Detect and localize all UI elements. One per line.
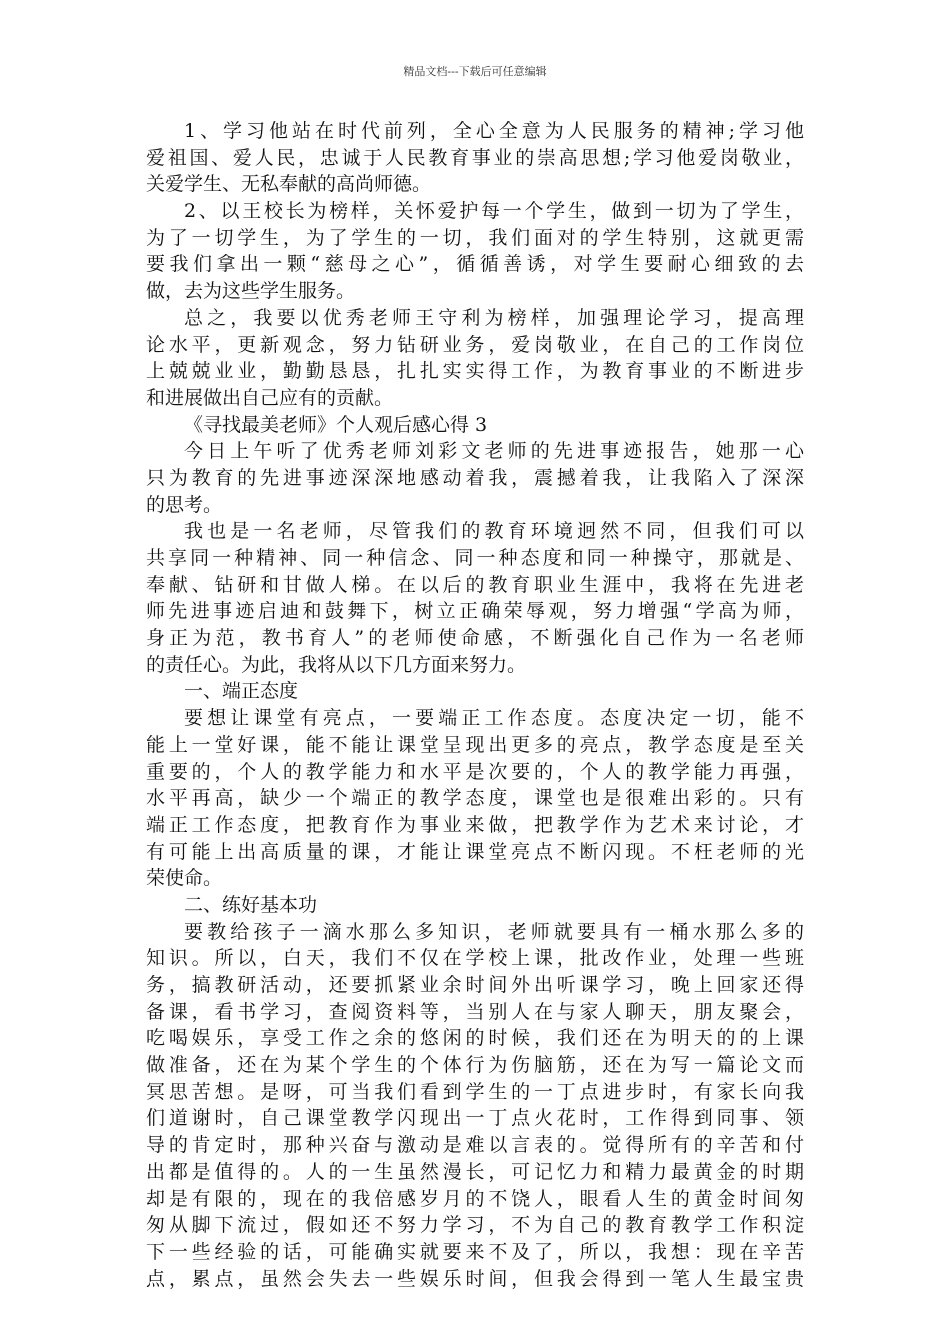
text-line: 点，累点，虽然会失去一些娱乐时间，但我会得到一笔人生最宝贵 <box>146 1267 804 1290</box>
text-line: 荣使命。 <box>146 867 223 890</box>
text-line: 今日上午听了优秀老师刘彩文老师的先进事迹报告，她那一心 <box>184 440 804 463</box>
text-line: 吃喝娱乐，享受工作之余的悠闲的时候，我们还在为明天的的上课 <box>146 1027 804 1050</box>
text-line: 要我们拿出一颗“慈母之心”，循循善诱，对学生要耐心细致的去 <box>146 253 804 276</box>
text-line: 却是有限的，现在的我倍感岁月的不饶人，眼看人生的黄金时间匆 <box>146 1187 804 1210</box>
text-line: 总之，我要以优秀老师王守利为榜样，加强理论学习，提高理 <box>184 306 804 329</box>
text-line: 导的肯定时，那种兴奋与激动是难以言表的。觉得所有的辛苦和付 <box>146 1134 804 1157</box>
text-line: 水平再高，缺少一个端正的教学态度，课堂也是很难出彩的。只有 <box>146 787 804 810</box>
text-line: 要教给孩子一滴水那么多知识，老师就要具有一桶水那么多的 <box>184 920 804 943</box>
text-line: 们道谢时，自己课堂教学闪现出一丁点火花时，工作得到同事、领 <box>146 1107 804 1130</box>
text-line: 务，搞教研活动，还要抓紧业余时间外出听课学习，晚上回家还得 <box>146 974 804 996</box>
text-line: 重要的，个人的教学能力和水平是次要的，个人的教学能力再强， <box>146 760 804 783</box>
text-line: 《寻找最美老师》个人观后感心得 3 <box>184 413 488 436</box>
text-line: 1、学习他站在时代前列，全心全意为人民服务的精神;学习他 <box>184 120 804 142</box>
text-line: 只为教育的先进事迹深深地感动着我，震撼着我，让我陷入了深深 <box>146 466 804 489</box>
text-line: 备课，看书学习，查阅资料等，当别人在与家人聊天，朋友聚会， <box>146 1000 804 1023</box>
text-line: 出都是值得的。人的一生虽然漫长，可记忆力和精力最黄金的时期 <box>146 1160 804 1183</box>
text-line: 身正为范，教书育人”的老师使命感，不断强化自己作为一名老师 <box>146 627 804 650</box>
text-line: 的责任心。为此，我将从以下几方面来努力。 <box>146 653 527 676</box>
text-line: 冥思苦想。是呀，可当我们看到学生的一丁点进步时，有家长向我 <box>146 1080 804 1103</box>
text-line: 关爱学生、无私奉献的高尚师德。 <box>146 173 432 196</box>
text-line: 二、练好基本功 <box>184 893 318 916</box>
text-line: 和进展做出自己应有的贡献。 <box>146 386 394 409</box>
text-line: 爱祖国、爱人民，忠诚于人民教育事业的崇高思想;学习他爱岗敬业， <box>146 146 804 169</box>
text-line: 做准备，还在为某个学生的个体行为伤脑筋，还在为写一篇论文而 <box>146 1054 804 1077</box>
text-line: 的思考。 <box>146 493 223 516</box>
text-line: 端正工作态度，把教育作为事业来做，把教学作为艺术来讨论，才 <box>146 813 804 836</box>
text-line: 为了一切学生，为了学生的一切，我们面对的学生特别，这就更需 <box>146 226 804 249</box>
text-line: 一、端正态度 <box>184 680 299 703</box>
text-line: 上兢兢业业，勤勤恳恳，扎扎实实得工作，为教育事业的不断进步 <box>146 360 804 383</box>
text-line: 知识。所以，白天，我们不仅在学校上课，批改作业，处理一些班 <box>146 947 804 970</box>
text-line: 我也是一名老师，尽管我们的教育环境迥然不同，但我们可以 <box>184 520 804 543</box>
text-line: 共享同一种精神、同一种信念、同一种态度和同一种操守，那就是、 <box>146 547 804 569</box>
text-line: 奉献、钻研和甘做人梯。在以后的教育职业生涯中，我将在先进老 <box>146 573 804 596</box>
document-body <box>146 118 804 1292</box>
text-line: 师先进事迹启迪和鼓舞下，树立正确荣辱观，努力增强“学高为师， <box>146 600 804 623</box>
text-line: 做，去为这些学生服务。 <box>146 280 356 303</box>
text-line: 下一些经验的话，可能确实就要来不及了，所以，我想：现在辛苦 <box>146 1240 804 1263</box>
text-line: 匆从脚下流过，假如还不努力学习，不为自己的教育教学工作积淀 <box>146 1214 804 1237</box>
text-line: 要想让课堂有亮点，一要端正工作态度。态度决定一切，能不 <box>184 707 804 730</box>
text-line: 论水平，更新观念，努力钻研业务，爱岗敬业，在自己的工作岗位 <box>146 333 804 356</box>
text-line: 2、以王校长为榜样，关怀爱护每一个学生，做到一切为了学生， <box>184 200 804 223</box>
text-line: 能上一堂好课，能不能让课堂呈现出更多的亮点，教学态度是至关 <box>146 733 804 756</box>
page-header: 精品文档---下载后可任意编辑 <box>403 65 547 78</box>
text-line: 有可能上出高质量的课，才能让课堂亮点不断闪现。不枉老师的光 <box>146 840 804 863</box>
